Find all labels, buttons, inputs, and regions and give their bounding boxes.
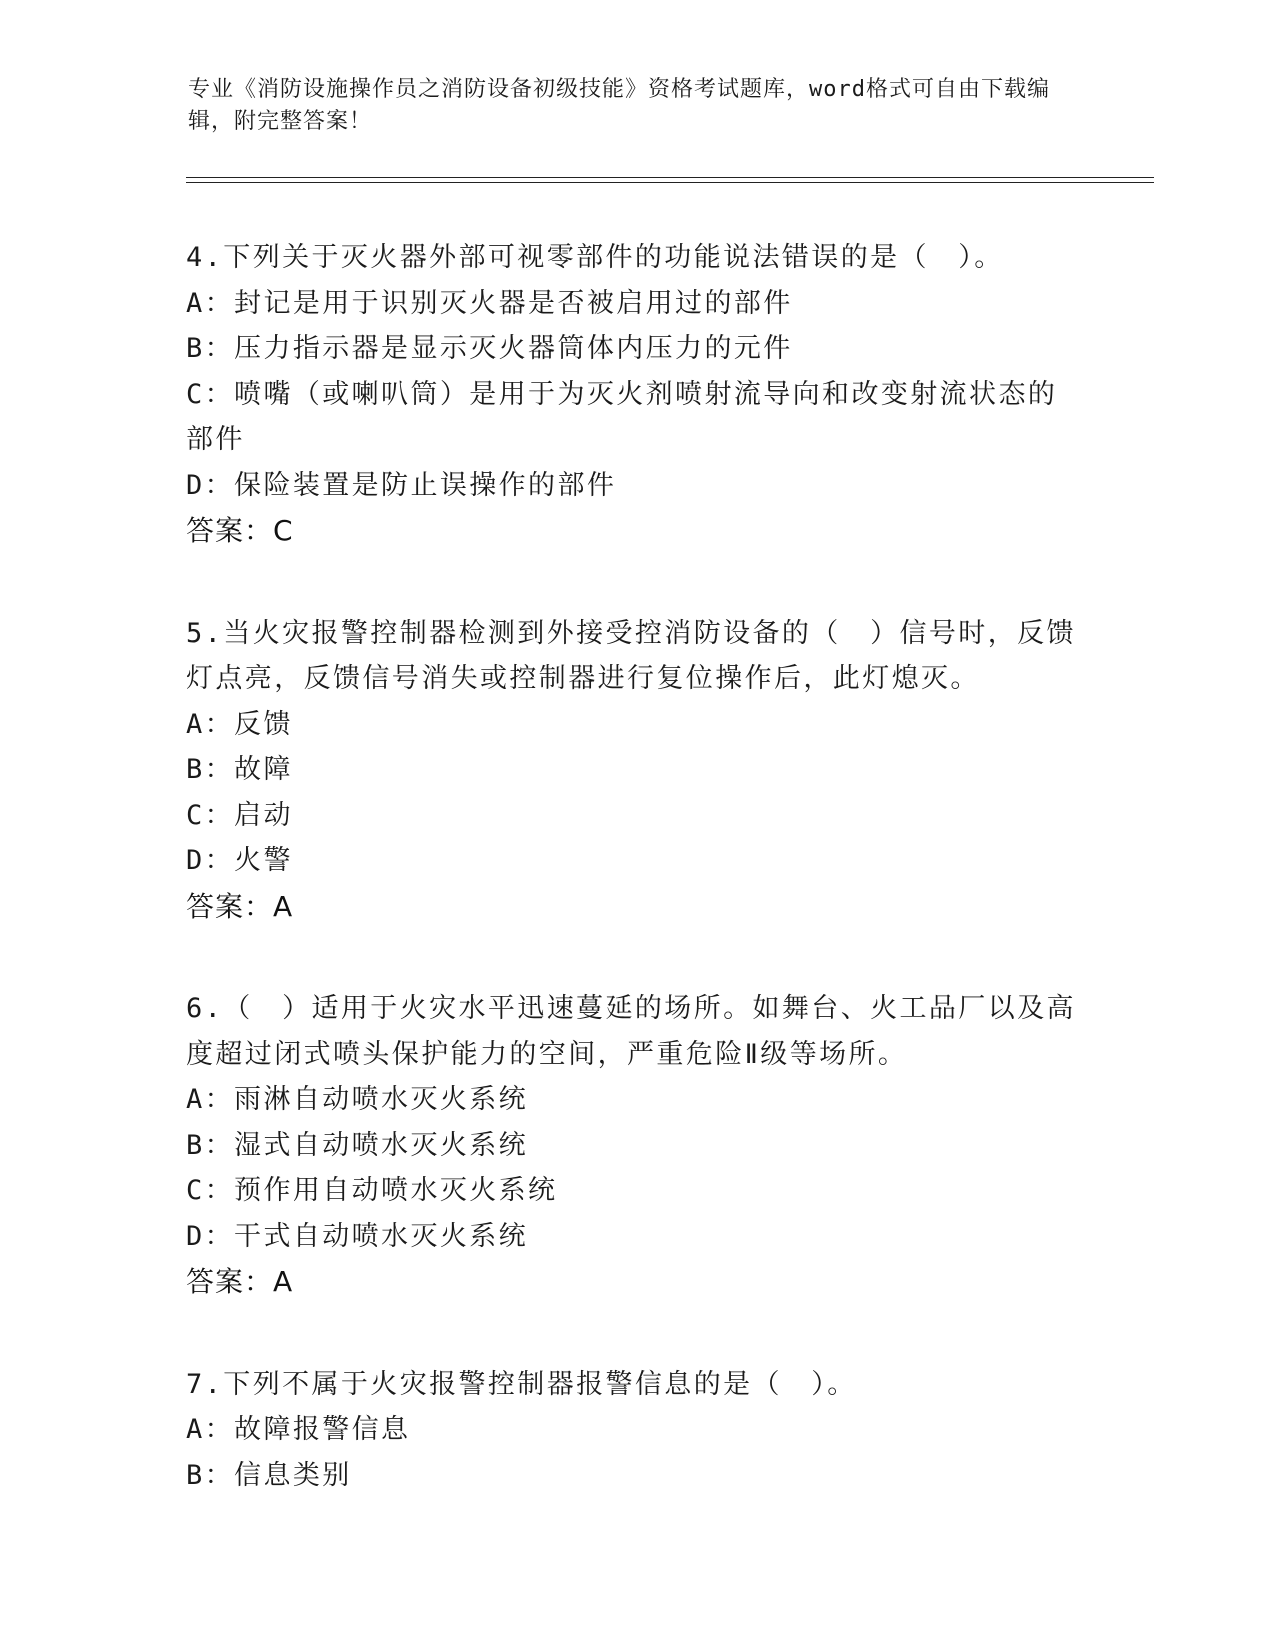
header-divider-top	[186, 177, 1154, 178]
question-stem: 5.当火灾报警控制器检测到外接受控消防设备的（ ）信号时，反馈灯点亮，反馈信号消失或控制器进行复位操作后，此灯熄灭。	[186, 617, 1076, 694]
header-divider-bottom	[186, 182, 1154, 183]
document-header: 专业《消防设施操作员之消防设备初级技能》资格考试题库，word格式可自由下载编辑，附完整答案！	[188, 77, 1050, 134]
option-b: B：信息类别	[186, 1459, 352, 1491]
answer: 答案：C	[186, 514, 294, 547]
option-c: C：预作用自动喷水灭火系统	[186, 1175, 558, 1206]
question-5	[186, 611, 1086, 930]
option-a: A：故障报警信息	[186, 1414, 411, 1445]
question-stem: 6.（ ）适用于火灾水平迅速蔓延的场所。如舞台、火工品厂以及高度超过闭式喷头保护能力的空间，严重危险Ⅱ级等场所。	[186, 993, 1076, 1070]
option-d: D：火警	[186, 845, 293, 876]
option-b: B：湿式自动喷水灭火系统	[186, 1129, 529, 1161]
option-c: C：启动	[186, 799, 293, 831]
answer: 答案：A	[186, 889, 294, 923]
option-a: A：雨淋自动喷水灭火系统	[186, 1084, 529, 1115]
question-stem: 4.下列关于灭火器外部可视零部件的功能说法错误的是（ ）。	[186, 242, 1004, 273]
option-d: D：干式自动喷水灭火系统	[186, 1220, 529, 1252]
question-7	[186, 1362, 1086, 1499]
question-stem: 7.下列不属于火灾报警控制器报警信息的是（ ）。	[186, 1368, 857, 1400]
question-6	[186, 986, 1086, 1305]
option-d: D：保险装置是防止误操作的部件	[186, 469, 617, 501]
option-c: C：喷嘴（或喇叭筒）是用于为灭火剂喷射流导向和改变射流状态的部件	[186, 378, 1058, 455]
option-b: B：故障	[186, 754, 293, 785]
option-b: B：压力指示器是显示灭火器筒体内压力的元件	[186, 333, 793, 364]
answer: 答案：A	[186, 1265, 294, 1298]
option-a: A：封记是用于识别灭火器是否被启用过的部件	[186, 287, 793, 319]
question-list	[186, 235, 1086, 1555]
option-a: A：反馈	[186, 708, 293, 740]
question-4	[186, 235, 1086, 554]
